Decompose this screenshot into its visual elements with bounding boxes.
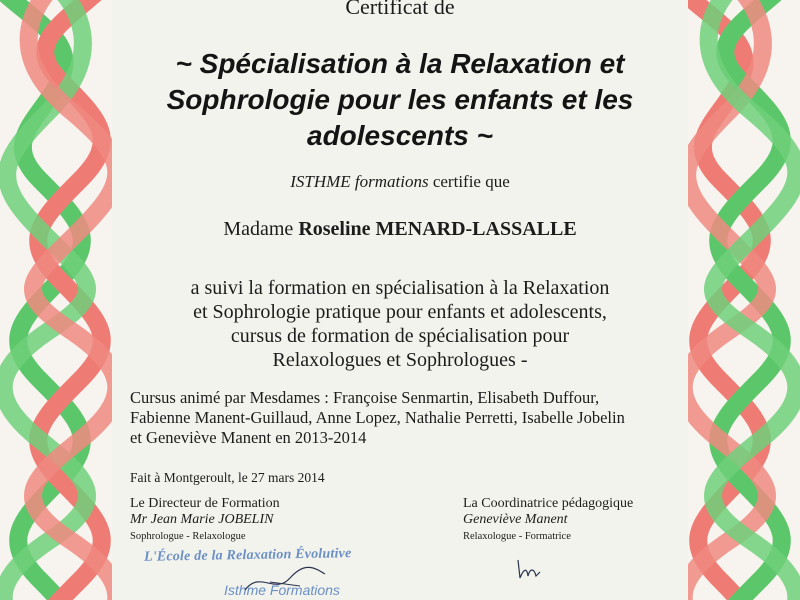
title-line-2: Sophrologie pour les enfants et les <box>166 84 634 115</box>
left-braided-border <box>0 0 120 600</box>
body-line-1: a suivi la formation en spécialisation à la Relaxation <box>190 277 610 299</box>
recipient-name: Roseline MENARD-LASSALLE <box>298 218 577 240</box>
instructors-line-3: et Geneviève Manent en 2013-2014 <box>130 428 367 447</box>
signatory-left-title: Le Directeur de Formation <box>130 496 280 511</box>
signatory-right <box>463 496 703 542</box>
stamp-line-2: Isthme Formations <box>224 582 340 598</box>
certifier-org: ISTHME formations <box>290 172 429 191</box>
recipient-prefix: Madame <box>223 218 299 240</box>
signatory-left-name: Mr Jean Marie JOBELIN <box>130 512 274 527</box>
certificate-body <box>112 276 688 372</box>
title-line-3: adolescents ~ <box>307 120 493 151</box>
instructors-line-1: Cursus animé par Mesdames : Françoise Senmartin, Elisabeth Duffour, <box>130 388 600 407</box>
place-date: Fait à Montgeroult, le 27 mars 2014 <box>130 470 325 485</box>
certifier-line <box>112 172 688 192</box>
right-signature-scribble-icon <box>514 556 544 582</box>
left-signature-scribble-icon <box>240 560 330 600</box>
signatory-left-role: Sophrologue - Relaxologue <box>130 531 246 542</box>
recipient-line <box>112 218 688 241</box>
certificate-title <box>112 46 688 154</box>
body-line-3: cursus de formation de spécialisation pour <box>230 325 570 347</box>
body-line-4: Relaxologues et Sophrologues - <box>272 349 528 371</box>
signatory-left <box>130 496 400 542</box>
certifier-text: certifie que <box>428 172 510 191</box>
signatory-right-role: Relaxologue - Formatrice <box>463 531 571 542</box>
signatory-right-title: La Coordinatrice pédagogique <box>463 496 634 511</box>
instructors-paragraph <box>130 388 670 448</box>
stamp-line-1: L'École de la Relaxation Évolutive <box>143 546 352 565</box>
signatory-right-name: Geneviève Manent <box>463 512 568 527</box>
certificate-heading: Certificat de <box>345 0 455 19</box>
title-line-1: ~ Spécialisation à la Relaxation et <box>175 48 625 79</box>
body-line-2: et Sophrologie pratique pour enfants et adolescents, <box>193 301 607 323</box>
instructors-line-2: Fabienne Manent-Guillaud, Anne Lopez, Nathalie Perretti, Isabelle Jobelin <box>130 408 625 427</box>
